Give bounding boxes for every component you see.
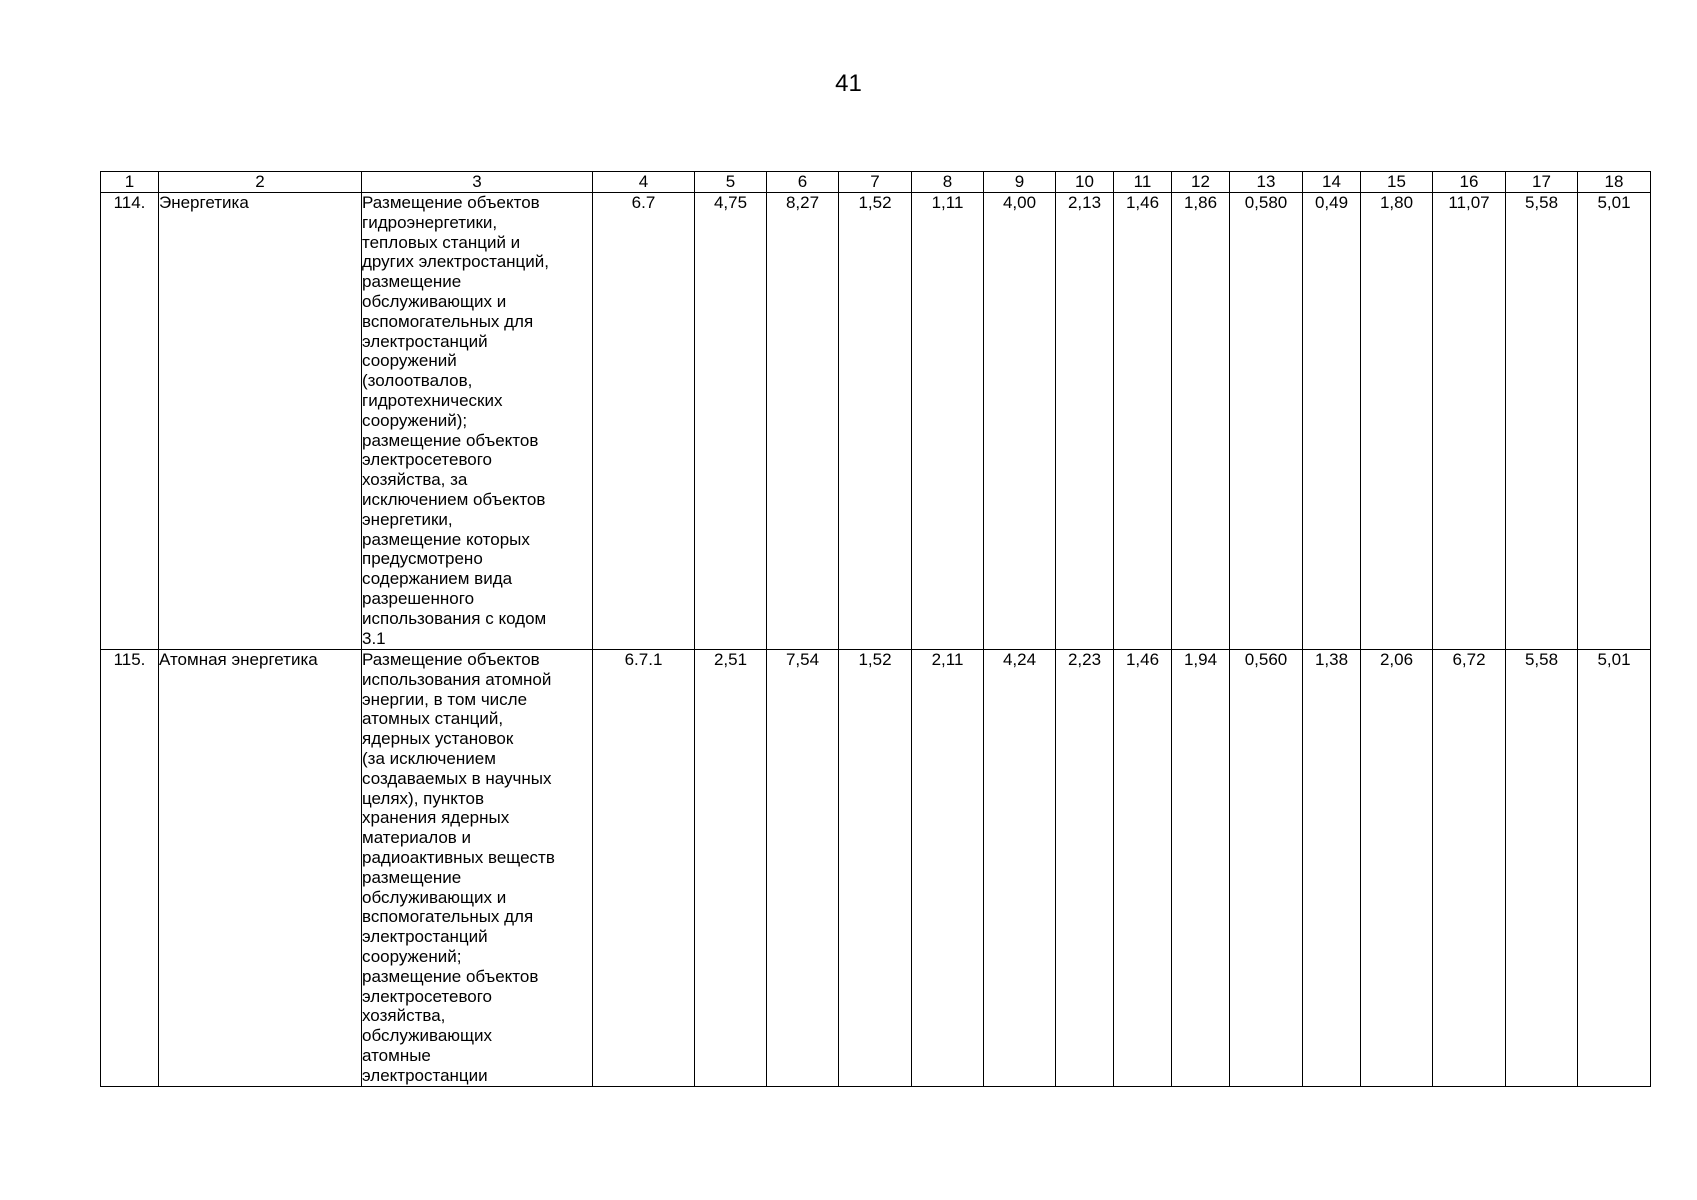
column-header: 2 [159,172,362,193]
value-cell: 1,52 [839,650,912,1087]
table-row [101,650,1651,1087]
column-header: 12 [1172,172,1230,193]
header-row [101,172,1651,193]
value-cell: 0,580 [1230,193,1303,650]
column-header: 11 [1114,172,1172,193]
value-cell: 1,46 [1114,650,1172,1087]
column-header: 18 [1578,172,1651,193]
value-cell: 2,06 [1361,650,1433,1087]
value-cell: 1,94 [1172,650,1230,1087]
value-cell: 1,80 [1361,193,1433,650]
value-cell: 4,00 [984,193,1056,650]
column-header: 7 [839,172,912,193]
column-header: 9 [984,172,1056,193]
value-cell: 4,75 [695,193,767,650]
code-cell: 6.7 [593,193,695,650]
column-header: 1 [101,172,159,193]
value-cell: 8,27 [767,193,839,650]
table-row [101,193,1651,650]
value-cell: 1,38 [1303,650,1361,1087]
value-cell: 1,46 [1114,193,1172,650]
row-index: 114. [101,193,159,650]
column-header: 15 [1361,172,1433,193]
column-header: 6 [767,172,839,193]
value-cell: 0,49 [1303,193,1361,650]
row-name: Энергетика [159,193,362,650]
value-cell: 5,58 [1506,650,1578,1087]
value-cell: 2,13 [1056,193,1114,650]
data-table [100,171,1651,1087]
row-description: Размещение объектов использования атомной энергии, в том числе атомных станций, ядерных установок (за исключением создаваемых в научных целях), пунктов хранения ядерных материалов и радиоактивных веществ размещение обслуживающих и вспомогательных для электростанций сооружений; размещение объектов электросетевого хозяйства, обслуживающих атомные электростанции [362,650,593,1087]
value-cell: 5,01 [1578,650,1651,1087]
value-cell: 6,72 [1433,650,1506,1087]
column-header: 13 [1230,172,1303,193]
row-name: Атомная энергетика [159,650,362,1087]
column-header: 10 [1056,172,1114,193]
column-header: 5 [695,172,767,193]
row-index: 115. [101,650,159,1087]
column-header: 17 [1506,172,1578,193]
value-cell: 2,23 [1056,650,1114,1087]
column-header: 4 [593,172,695,193]
value-cell: 7,54 [767,650,839,1087]
value-cell: 11,07 [1433,193,1506,650]
value-cell: 2,51 [695,650,767,1087]
page-number: 41 [835,70,862,97]
row-description: Размещение объектов гидроэнергетики, тепловых станций и других электростанций, размещение обслуживающих и вспомогательных для электростанций сооружений (золоотвалов, гидротехнических сооружений); размещение объектов электросетевого хозяйства, за исключением объектов энергетики, размещение которых предусмотрено содержанием вида разрешенного использования с кодом 3.1 [362,193,593,650]
value-cell: 5,58 [1506,193,1578,650]
column-header: 16 [1433,172,1506,193]
value-cell: 1,52 [839,193,912,650]
value-cell: 1,11 [912,193,984,650]
value-cell: 5,01 [1578,193,1651,650]
value-cell: 1,86 [1172,193,1230,650]
value-cell: 0,560 [1230,650,1303,1087]
code-cell: 6.7.1 [593,650,695,1087]
value-cell: 4,24 [984,650,1056,1087]
column-header: 3 [362,172,593,193]
column-header: 14 [1303,172,1361,193]
column-header: 8 [912,172,984,193]
value-cell: 2,11 [912,650,984,1087]
